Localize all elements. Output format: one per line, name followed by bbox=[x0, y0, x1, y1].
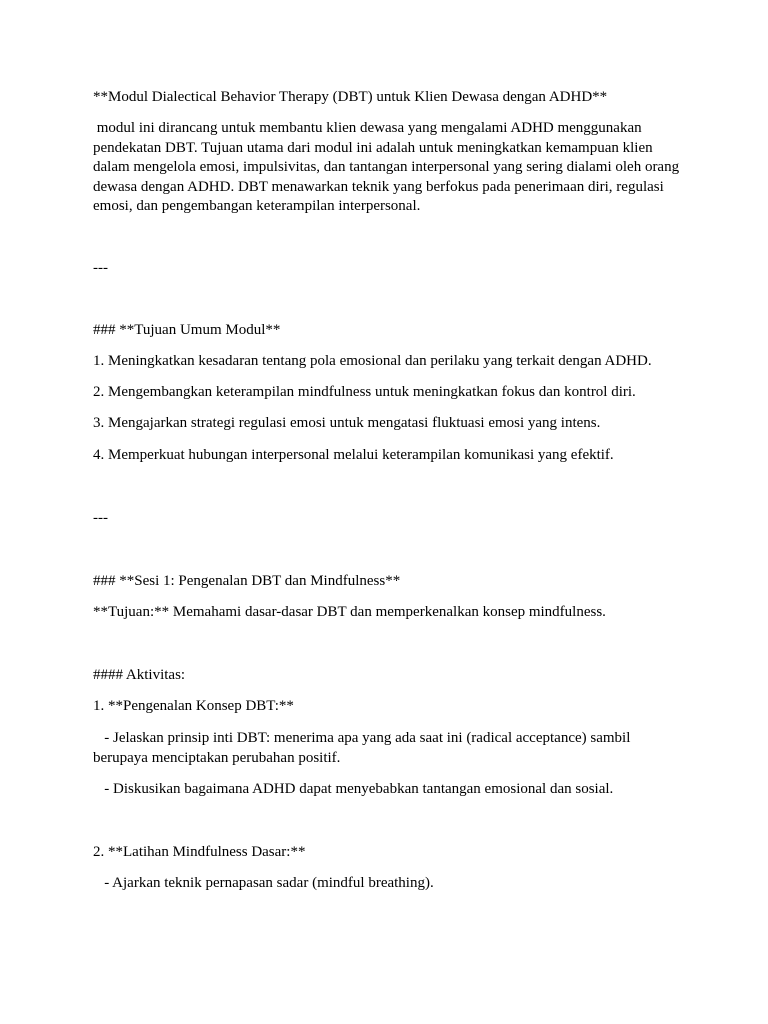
activity1-heading: 1. **Pengenalan Konsep DBT:** bbox=[93, 698, 294, 714]
activity1-item: - Jelaskan prinsip inti DBT: menerima apa yang ada saat ini (radical acceptance) sambil berupaya menciptakan perubahan positif. bbox=[93, 730, 635, 766]
goal-item: 3. Mengajarkan strategi regulasi emosi untuk mengatasi fluktuasi emosi yang intens. bbox=[93, 415, 601, 431]
separator: --- bbox=[93, 260, 108, 276]
goals-heading: ### **Tujuan Umum Modul** bbox=[93, 322, 281, 338]
session1-heading: ### **Sesi 1: Pengenalan DBT dan Mindfulness** bbox=[93, 573, 401, 589]
session1-goal: **Tujuan:** Memahami dasar-dasar DBT dan memperkenalkan konsep mindfulness. bbox=[93, 604, 606, 620]
goal-item: 2. Mengembangkan keterampilan mindfulness untuk meningkatkan fokus dan kontrol diri. bbox=[93, 384, 636, 400]
intro-paragraph: modul ini dirancang untuk membantu klien dewasa yang mengalami ADHD menggunakan pendekatan DBT. Tujuan utama dari modul ini adalah untuk meningkatkan kemampuan klien dalam mengelola emosi, impulsivitas, dan tantangan interpersonal yang sering dialami oleh orang dewasa dengan ADHD. DBT menawarkan teknik yang berfokus pada penerimaan diri, regulasi emosi, dan pengembangan keterampilan interpersonal. bbox=[93, 120, 683, 214]
activity2-item: - Ajarkan teknik pernapasan sadar (mindful breathing). bbox=[93, 875, 434, 891]
activities-heading: #### Aktivitas: bbox=[93, 667, 186, 683]
goal-item: 1. Meningkatkan kesadaran tentang pola emosional dan perilaku yang terkait dengan ADHD. bbox=[93, 353, 652, 369]
document-title: **Modul Dialectical Behavior Therapy (DBT) untuk Klien Dewasa dengan ADHD** bbox=[93, 89, 608, 105]
separator: --- bbox=[93, 510, 108, 526]
goal-item: 4. Memperkuat hubungan interpersonal melalui keterampilan komunikasi yang efektif. bbox=[93, 447, 614, 463]
activity1-item: - Diskusikan bagaimana ADHD dapat menyebabkan tantangan emosional dan sosial. bbox=[93, 781, 614, 797]
activity2-heading: 2. **Latihan Mindfulness Dasar:** bbox=[93, 844, 306, 860]
